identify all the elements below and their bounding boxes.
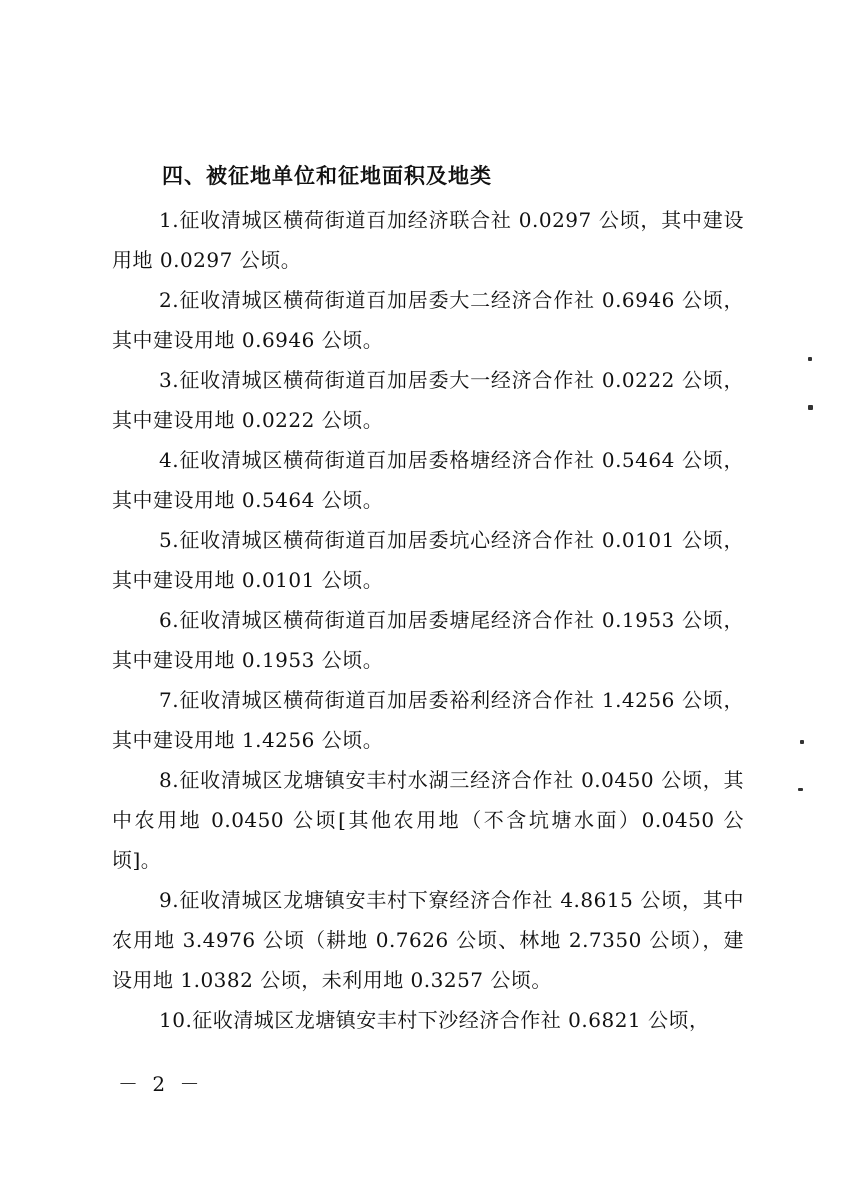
section-heading: 四、被征地单位和征地面积及地类 — [162, 164, 492, 188]
scan-speck — [808, 405, 813, 410]
paragraph-8: 8.征收清城区龙塘镇安丰村水湖三经济合作社 0.0450 公顷，其中农用地 0.0450 公顷[其他农用地（不含坑塘水面）0.0450 公顷]。 — [112, 768, 744, 872]
paragraph-5: 5.征收清城区横荷街道百加居委坑心经济合作社 0.0101 公顷，其中建设用地 0.0101 公顷。 — [112, 528, 744, 592]
paragraph-2: 2.征收清城区横荷街道百加居委大二经济合作社 0.6946 公顷，其中建设用地 0.6946 公顷。 — [112, 288, 744, 352]
paragraph-1: 1.征收清城区横荷街道百加经济联合社 0.0297 公顷，其中建设用地 0.0297 公顷。 — [112, 208, 744, 272]
paragraph-4: 4.征收清城区横荷街道百加居委格塘经济合作社 0.5464 公顷，其中建设用地 0.5464 公顷。 — [112, 448, 744, 512]
paragraph-10: 10.征收清城区龙塘镇安丰村下沙经济合作社 0.6821 公顷， — [159, 1008, 710, 1032]
page-number: － 2 － — [118, 1072, 204, 1096]
paragraph-7: 7.征收清城区横荷街道百加居委裕利经济合作社 1.4256 公顷，其中建设用地 1.4256 公顷。 — [112, 688, 744, 752]
paragraph-6: 6.征收清城区横荷街道百加居委塘尾经济合作社 0.1953 公顷，其中建设用地 0.1953 公顷。 — [112, 608, 744, 672]
scan-speck — [798, 788, 803, 791]
paragraph-9: 9.征收清城区龙塘镇安丰村下寮经济合作社 4.8615 公顷，其中农用地 3.4976 公顷（耕地 0.7626 公顷、林地 2.7350 公顷），建设用地 1.0382 公顷，未利用地 0.3257 公顷。 — [112, 888, 744, 992]
scan-speck — [808, 357, 812, 361]
paragraph-3: 3.征收清城区横荷街道百加居委大一经济合作社 0.0222 公顷，其中建设用地 0.0222 公顷。 — [112, 368, 744, 432]
scan-speck — [800, 740, 804, 744]
